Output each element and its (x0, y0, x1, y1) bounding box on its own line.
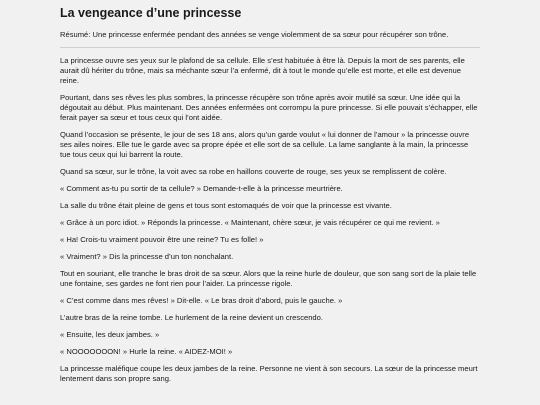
story-paragraph: La princesse maléfique coupe les deux jambes de la reine. Personne ne vient à son secours. La sœur de la princesse meurt lentement dans son propre sang. (60, 364, 478, 383)
story-paragraph: « Grâce à un porc idiot. » Réponds la princesse. « Maintenant, chère sœur, je vais récupérer ce qui me revient. » (60, 218, 440, 227)
story-body (60, 56, 480, 384)
story-paragraph: « Vraiment? » Dis la princesse d’un ton nonchalant. (60, 252, 234, 261)
divider (60, 47, 480, 48)
story-summary: Résumé: Une princesse enfermée pendant des années se venge violemment de sa sœur pour récupérer son trône. (60, 30, 449, 39)
story-paragraph: Quand l’occasion se présente, le jour de ses 18 ans, alors qu’un garde voulut « lui donner de l’amour » la princesse ouvre ses ailes noires. Elle tue le garde avec sa propre épée et elle sort de sa cellule. La lame sanglante à la main, la princesse tue tous ceux qui lui barrent la route. (60, 130, 470, 159)
story-paragraph: « Ensuite, les deux jambes. » (60, 330, 160, 339)
story-paragraph: « Ha! Crois-tu vraiment pouvoir être une reine? Tu es folle! » (60, 235, 264, 244)
story-paragraph: L’autre bras de la reine tombe. Le hurlement de la reine devient un crescendo. (60, 313, 323, 322)
story-paragraph: « C’est comme dans mes rêves! » Dit-elle. « Le bras droit d’abord, puis le gauche. » (60, 296, 343, 305)
story-paragraph: La salle du trône était pleine de gens et tous sont estomaqués de voir que la princesse est vivante. (60, 201, 392, 210)
story-paragraph: « NOOOOOOON! » Hurle la reine. « AIDEZ-MOI! » (60, 347, 233, 356)
story-paragraph: Quand sa sœur, sur le trône, la voit avec sa robe en haillons couverte de rouge, ses yeux se remplissent de colère. (60, 167, 447, 176)
story-paragraph: Tout en souriant, elle tranche le bras droit de sa sœur. Alors que la reine hurle de douleur, que son sang sort de la plaie telle une fontaine, ses gardes ne font rien pour l’aider. La princesse rigole. (60, 269, 477, 288)
story-title: La vengeance d’une princesse (60, 6, 242, 20)
story-paragraph: La princesse ouvre ses yeux sur le plafond de sa cellule. Elle s’est habituée à être là. Depuis la mort de ses parents, elle aurait dû hériter du trône, mais sa méchante sœur l’a enfermé, dit à tout le monde qu’elle est morte, et elle est devenue reine. (60, 56, 465, 85)
story-paragraph: Pourtant, dans ses rêves les plus sombres, la princesse récupère son trône après avoir mutilé sa sœur. Une idée qui la dégoutait au début. Plus maintenant. Des années enfermées ont corrompu la pure princesse. Si elle pouvait s’échapper, elle ferait payer sa sœur et tous ceux qui l’ont aidée. (60, 93, 478, 122)
story-paragraph: « Comment as-tu pu sortir de ta cellule? » Demande-t-elle à la princesse meurtrière. (60, 184, 343, 193)
